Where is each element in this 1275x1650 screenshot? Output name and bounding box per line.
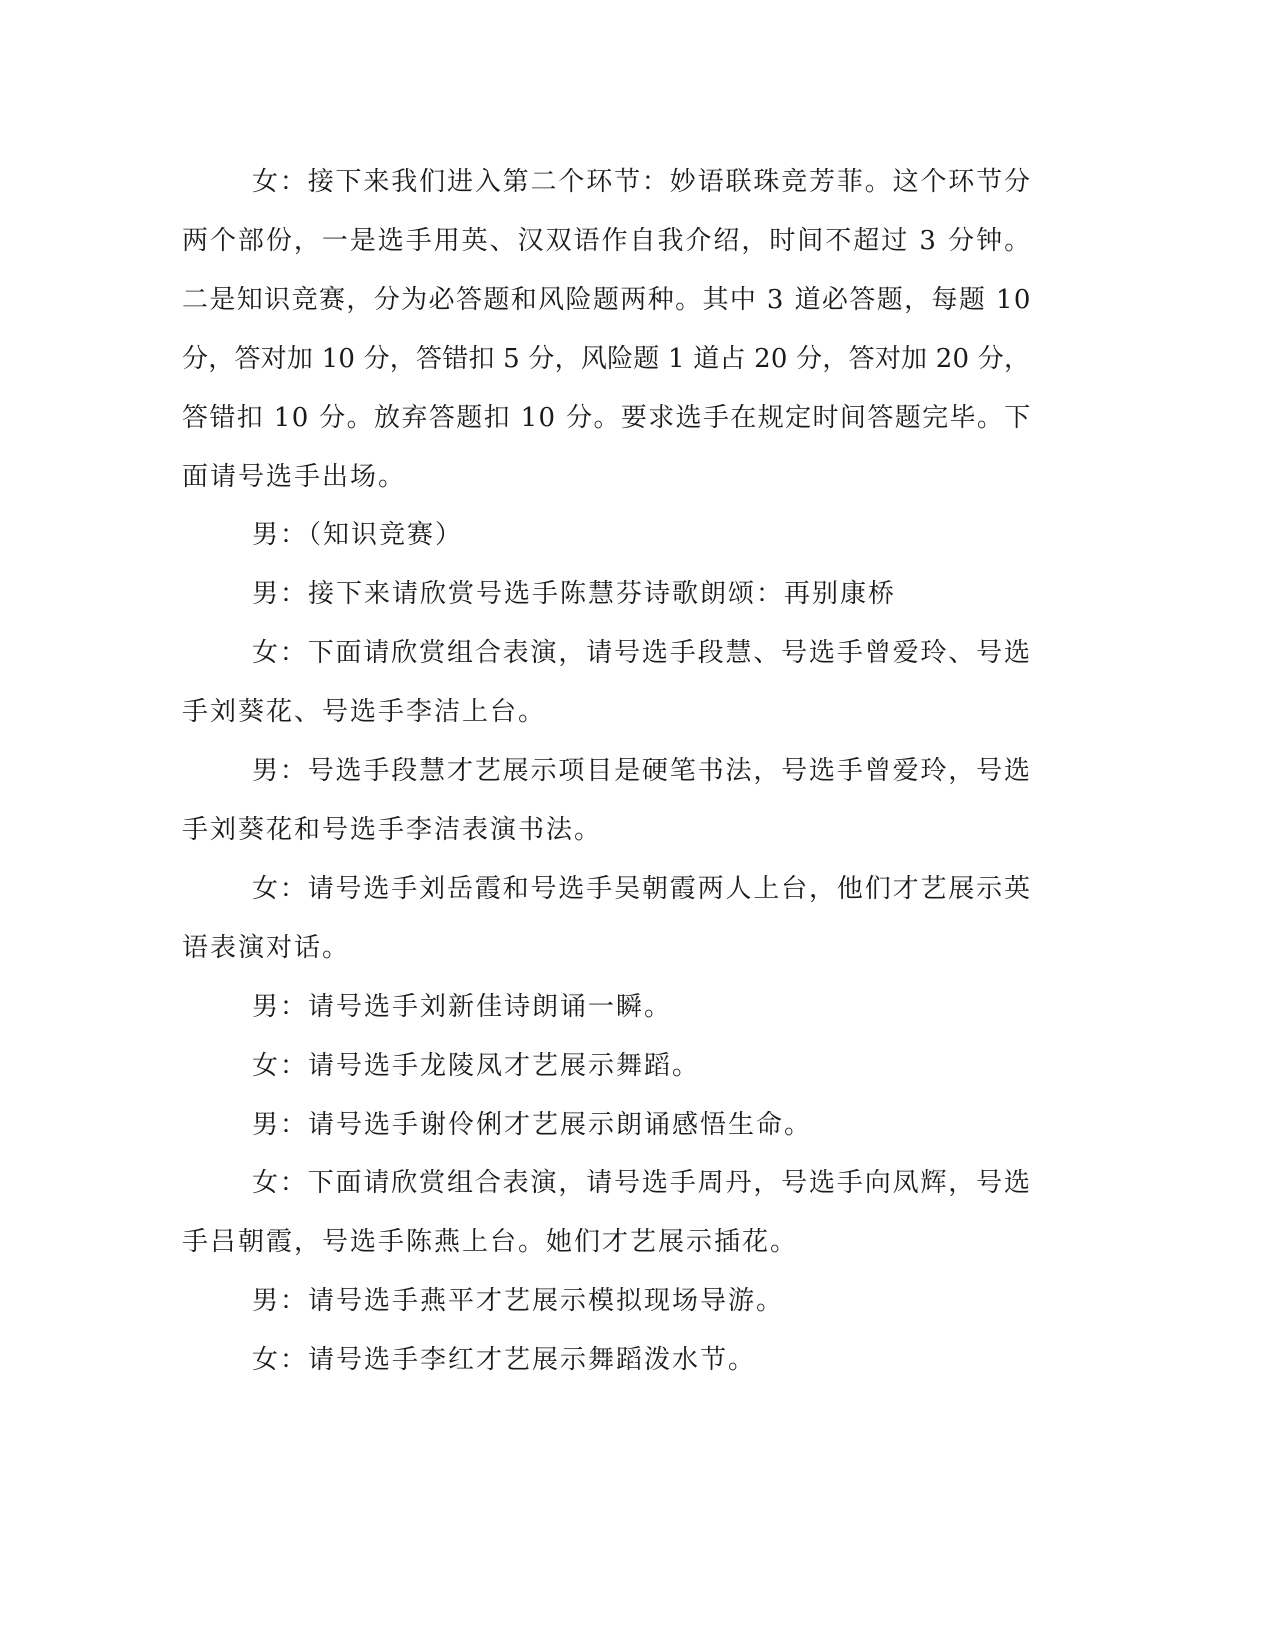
text-line: 女：请号选手刘岳霞和号选手吴朝霞两人上台，他们才艺展示英: [252, 873, 1032, 904]
text-line: 女：下面请欣赏组合表演，请号选手周丹，号选手向凤辉，号选: [252, 1168, 1032, 1199]
paragraph: [182, 153, 1032, 506]
text-line: 面请号选手出场。: [182, 461, 407, 492]
paragraph: [182, 860, 1032, 978]
text-line: 男：（知识竞赛）: [252, 520, 464, 551]
paragraph: [182, 1096, 1032, 1155]
document-body: [182, 153, 1032, 1390]
paragraph: [182, 1272, 1032, 1331]
paragraph: [182, 742, 1032, 860]
paragraph: [182, 978, 1032, 1037]
text-line: 两个部份，一是选手用英、汉双语作自我介绍，时间不超过 3 分钟。: [182, 225, 1033, 256]
text-line: 答错扣 10 分。放弃答题扣 10 分。要求选手在规定时间答题完毕。下: [182, 402, 1032, 433]
paragraph: [182, 506, 1032, 565]
paragraph: [182, 1154, 1032, 1272]
paragraph: [182, 1331, 1032, 1390]
paragraph: [182, 565, 1032, 624]
text-line: 语表演对话。: [182, 932, 351, 963]
text-line: 女：请号选手李红才艺展示舞蹈泼水节。: [252, 1345, 757, 1376]
text-line: 手刘葵花和号选手李洁表演书法。: [182, 814, 603, 845]
paragraph: [182, 1037, 1032, 1096]
paragraph: [182, 624, 1032, 742]
text-line: 手吕朝霞，号选手陈燕上台。她们才艺展示插花。: [182, 1227, 799, 1258]
text-line: 手刘葵花、号选手李洁上台。: [182, 697, 547, 728]
text-line: 男：号选手段慧才艺展示项目是硬笔书法，号选手曾爱玲，号选: [252, 756, 1032, 787]
text-line: 二是知识竞赛，分为必答题和风险题两种。其中 3 道必答题，每题 10: [182, 284, 1032, 315]
text-line: 女：请号选手龙陵凤才艺展示舞蹈。: [252, 1050, 701, 1081]
text-line: 女：接下来我们进入第二个环节：妙语联珠竞芳菲。这个环节分: [252, 167, 1032, 197]
text-line: 男：接下来请欣赏号选手陈慧芬诗歌朗颂：再别康桥: [252, 579, 897, 610]
text-line: 男：请号选手燕平才艺展示模拟现场导游。: [252, 1286, 785, 1317]
text-line: 分，答对加 10 分，答错扣 5 分，风险题 1 道占 20 分，答对加 20 分，: [182, 343, 1031, 374]
text-line: 男：请号选手刘新佳诗朗诵一瞬。: [252, 991, 673, 1022]
text-line: 女：下面请欣赏组合表演，请号选手段慧、号选手曾爱玲、号选: [252, 638, 1032, 669]
text-line: 男：请号选手谢伶俐才艺展示朗诵感悟生命。: [252, 1109, 813, 1140]
